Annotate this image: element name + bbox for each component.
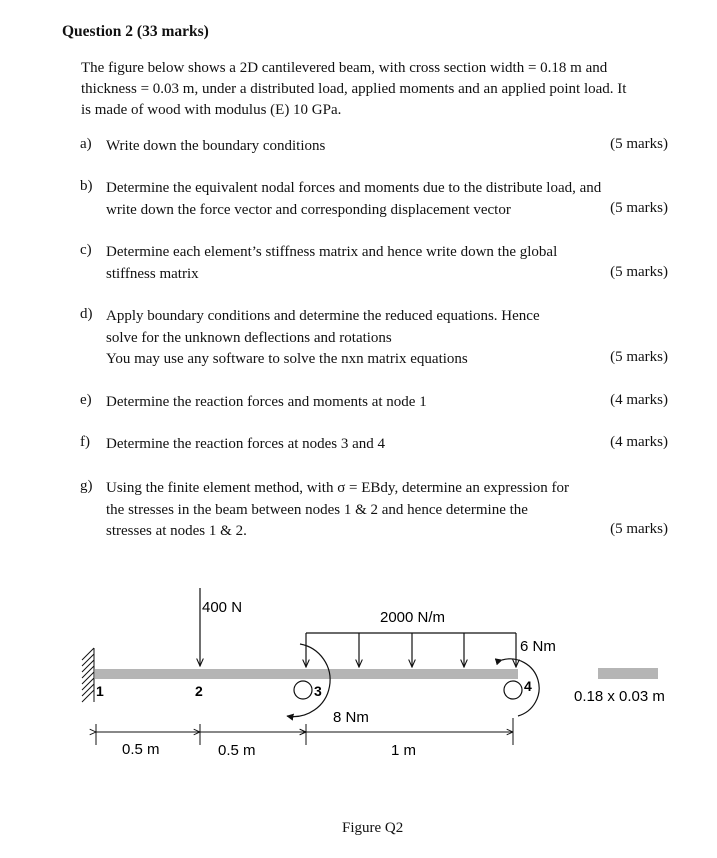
node-2-label: 2 bbox=[195, 683, 203, 699]
part-line: stiffness matrix bbox=[106, 265, 199, 282]
part-line: Determine the reaction forces and moments at node 1 bbox=[106, 394, 427, 410]
part-e-letter: e) bbox=[80, 392, 92, 408]
fixed-support bbox=[82, 648, 94, 702]
part-line: You may use any software to solve the nxn matrix equations bbox=[106, 351, 468, 367]
figure-caption: Figure Q2 bbox=[342, 820, 404, 836]
moment-node-3-label: 8 Nm bbox=[333, 709, 369, 726]
dimension-lines bbox=[96, 718, 513, 745]
moment-node-4-label: 6 Nm bbox=[520, 638, 556, 655]
part-line: Write down the boundary conditions bbox=[106, 138, 326, 154]
part-line: solve for the unknown deflections and rotations bbox=[106, 329, 392, 346]
node-3-label: 3 bbox=[314, 683, 322, 699]
part-line: Using the finite element method, with σ = EBdy, determine an expression for bbox=[106, 480, 569, 496]
part-c-text bbox=[106, 242, 557, 285]
intro-line: The figure below shows a 2D cantilevered beam, with cross section width = 0.18 m and bbox=[81, 60, 608, 76]
part-f-text bbox=[106, 434, 385, 456]
cross-section-label: 0.18 x 0.03 m bbox=[574, 688, 665, 705]
part-d-marks: (5 marks) bbox=[610, 349, 668, 365]
intro-line: thickness = 0.03 m, under a distributed load, applied moments and an applied point load. It bbox=[81, 81, 627, 97]
question-title: Question 2 (33 marks) bbox=[62, 23, 209, 40]
point-load-label: 400 N bbox=[202, 599, 243, 616]
part-line: Determine each element’s stiffness matrix and hence write down the global bbox=[106, 244, 558, 260]
node-4-roller bbox=[504, 681, 522, 699]
moment-node-3-arc bbox=[287, 644, 330, 717]
part-line: Determine the reaction forces at nodes 3 and 4 bbox=[106, 436, 386, 452]
part-a-letter: a) bbox=[80, 136, 92, 152]
part-line: Apply boundary conditions and determine the reduced equations. Hence bbox=[106, 308, 540, 324]
part-line: stresses at nodes 1 & 2. bbox=[106, 523, 247, 539]
part-c-letter: c) bbox=[80, 242, 92, 258]
moment-node-4-arc bbox=[502, 659, 539, 716]
dim-label-1: 0.5 m bbox=[122, 741, 160, 758]
cross-section bbox=[598, 668, 658, 679]
part-f-letter: f) bbox=[80, 434, 90, 450]
part-d-text bbox=[106, 306, 540, 371]
node-1-label: 1 bbox=[96, 683, 104, 699]
part-e-text bbox=[106, 392, 427, 414]
part-b-text bbox=[106, 178, 601, 221]
part-g-letter: g) bbox=[80, 478, 93, 494]
part-line: write down the force vector and corresponding displacement vector bbox=[106, 201, 511, 218]
part-e-marks: (4 marks) bbox=[610, 392, 668, 408]
intro-line: is made of wood with modulus (E) 10 GPa. bbox=[81, 102, 342, 118]
part-g-marks: (5 marks) bbox=[610, 521, 668, 537]
distributed-load-label: 2000 N/m bbox=[380, 609, 446, 626]
part-line: the stresses in the beam between nodes 1 & 2 and hence determine the bbox=[106, 501, 528, 518]
part-line: Determine the equivalent nodal forces and moments due to the distribute load, and bbox=[106, 180, 602, 196]
node-4-label: 4 bbox=[524, 678, 532, 694]
part-a-text bbox=[106, 136, 325, 158]
part-f-marks: (4 marks) bbox=[610, 434, 668, 450]
beam bbox=[95, 669, 518, 679]
part-g-text bbox=[106, 478, 569, 543]
question-intro bbox=[81, 58, 681, 121]
part-b-marks: (5 marks) bbox=[610, 200, 668, 216]
node-3-roller bbox=[294, 681, 312, 699]
part-b-letter: b) bbox=[80, 178, 93, 194]
part-d-letter: d) bbox=[80, 306, 93, 322]
dim-label-3: 1 m bbox=[391, 742, 417, 759]
distributed-load bbox=[306, 633, 516, 667]
part-c-marks: (5 marks) bbox=[610, 264, 668, 280]
part-a-marks: (5 marks) bbox=[610, 136, 668, 152]
dim-label-2: 0.5 m bbox=[218, 742, 256, 759]
